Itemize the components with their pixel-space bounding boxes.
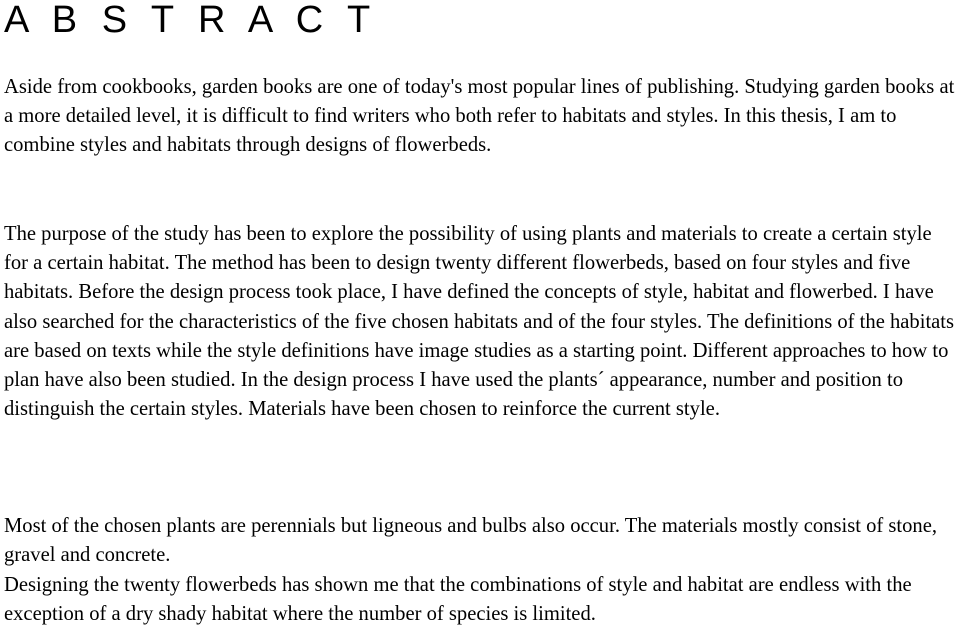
abstract-paragraph-2: The purpose of the study has been to explore the possibility of using plants and materials to create a certain style for a certain habitat. The method has been to design twenty different flowerbeds, based on four styles and five habitats. Before the design process took place, I have defined the concepts of style, habitat and flowerbed. I have also searched for the characteristics of the five chosen habitats and of the four styles. The definitions of the habitats are based on texts while the style definitions have image studies as a starting point. Different approaches to how to plan have also been studied. In the design process I have used the plants´ appearance, number and position to distinguish the certain styles. Materials have been chosen to reinforce the current style. <box>4 223 955 421</box>
abstract-paragraph-4: Designing the twenty flowerbeds has shown me that the combinations of style and habitat are endless with the exception of a dry shady habitat where the number of species is limited. <box>4 574 912 626</box>
abstract-title: A B S T R A C T <box>4 0 378 41</box>
abstract-paragraph-1: Aside from cookbooks, garden books are one of today's most popular lines of publishing. Studying garden books at a more detailed level, it is difficult to find writers who both refer to habitats and styles. In this thesis, I am to combine styles and habitats through designs of flowerbeds. <box>4 76 955 157</box>
abstract-paragraph-3: Most of the chosen plants are perennials but ligneous and bulbs also occur. The materials mostly consist of stone, gravel and concrete. <box>4 515 938 567</box>
